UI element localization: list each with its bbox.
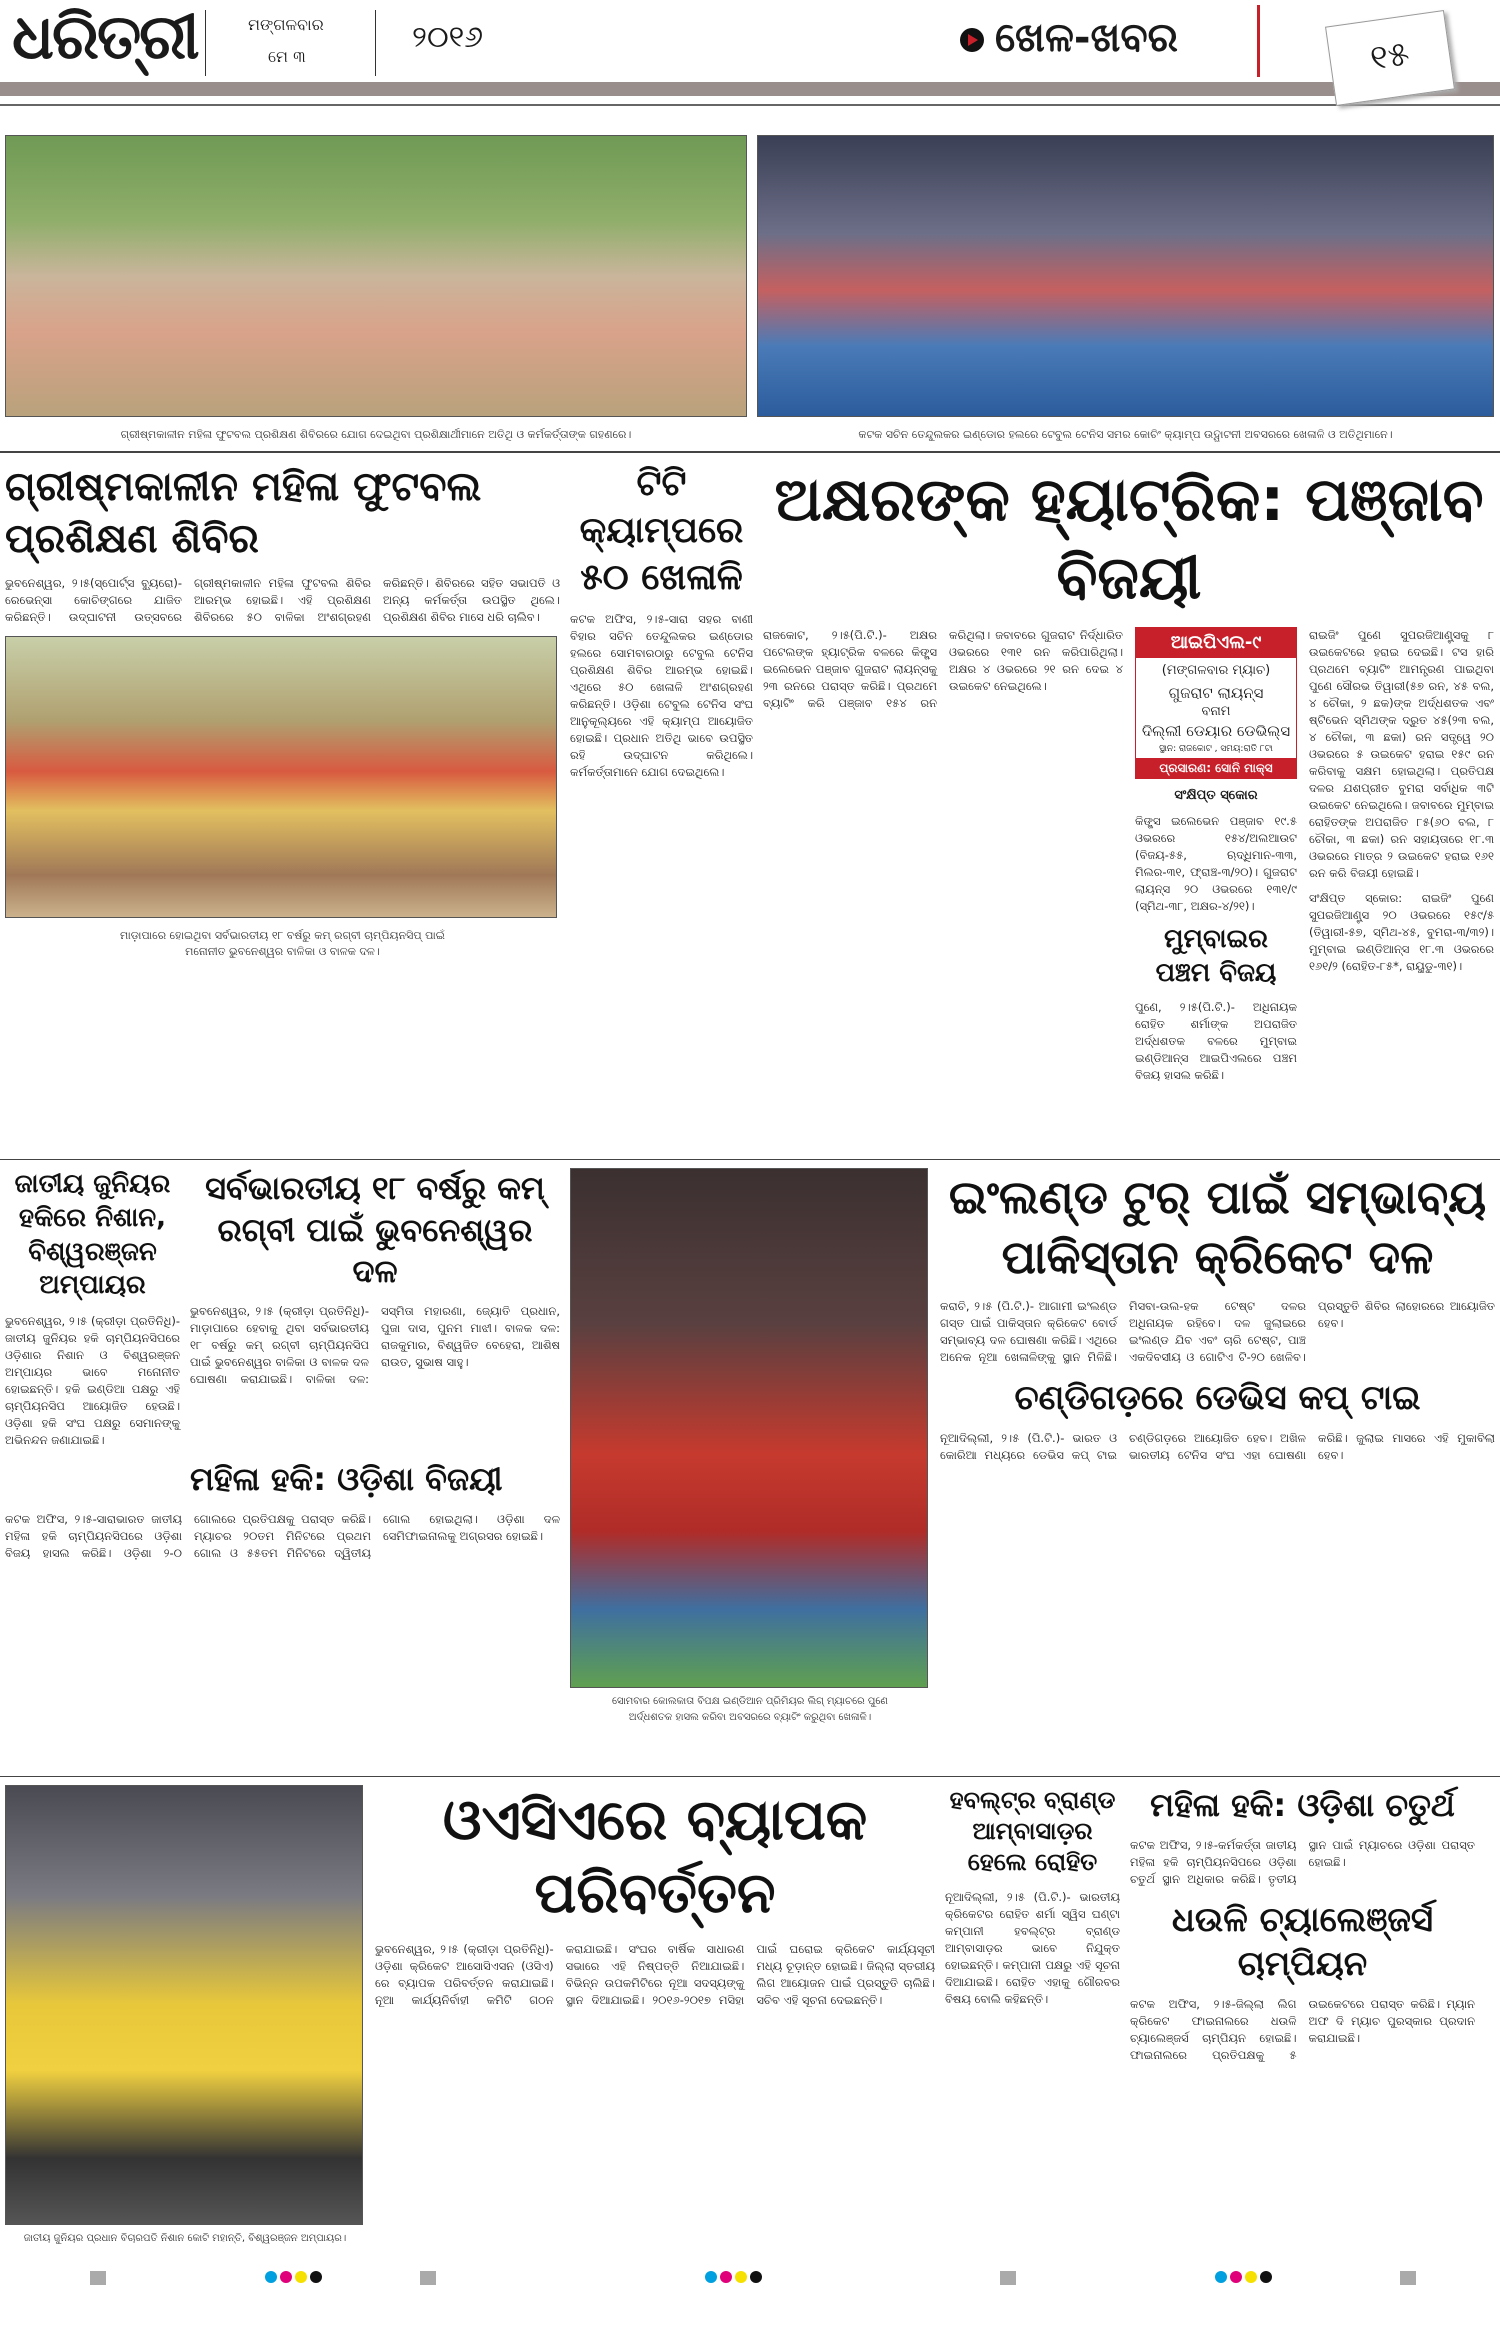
table-tennis-photo [757, 135, 1494, 417]
ipl-match-box [1135, 627, 1297, 779]
registration-mark [735, 2271, 747, 2283]
article-dhauli-challengers: କଟକ ଅଫିସ, ୨।୫-ଜିଲ୍ଲା ଲିଗ କ୍ରିକେଟ ଫାଇନାଲରେ ଧଉଳି ଚ୍ୟାଲେଞ୍ଜର୍ସ ଚାମ୍ପିୟନ ହୋଇଛି। ଫାଇନାଲରେ ପ୍ରତିପକ୍ଷକୁ ୫ ଉଇକେଟରେ ପରାସ୍ତ କରିଛି। ମ୍ୟାନ ଅଫ ଦି ମ୍ୟାଚ ପୁରସ୍କାର ପ୍ରଦାନ କରାଯାଇଛି। [1130, 1996, 1475, 2062]
registration-mark [1400, 2271, 1416, 2285]
headline-hublot: ହବଲ୍‌ଟ୍‌ର ବ୍ରାଣ୍ଡ ଆମ୍ବାସାଡ଼ର ହେଲେ ରୋହିତ [949, 1786, 1116, 1877]
headline-england-tour: ଇଂଲଣ୍ଡ ଟୁର୍ ପାଇଁ ସମ୍ଭାବ୍ୟ ପାକିସ୍ତାନ କ୍ରିକେଟ ଦଳ [948, 1170, 1487, 1284]
headline-women-hockey: ମହିଳା ହକି: ଓଡ଼ିଶା ବିଜୟୀ [190, 1460, 503, 1499]
section-title: ଖେଳ-ଖବର [995, 15, 1178, 61]
divider [205, 10, 206, 76]
registration-mark [1260, 2271, 1272, 2283]
headline-davis-cup: ଚଣ୍ଡିଗଡ଼ରେ ଡେଭିସ କପ୍ ଟାଇ [1014, 1377, 1421, 1418]
photo-caption: ମାଡ଼ାପାରେ ହୋଇଥିବା ସର୍ବଭାରତୀୟ ୧୮ ବର୍ଷରୁ କମ୍ ରଗ୍‌ବୀ ଚାମ୍ପିୟନସିପ୍ ପାଇଁ [120, 929, 445, 942]
article-england-tour: କରାଚି, ୨।୫ (ପି.ଟି.)- ଆଗାମୀ ଇଂଲଣ୍ଡ ଗସ୍ତ ପାଇଁ ପାକିସ୍ତାନ କ୍ରିକେଟ ବୋର୍ଡ ସମ୍ଭାବ୍ୟ ଦଳ ଘୋଷଣା କରିଛି। ଏଥିରେ ଅନେକ ନୂଆ ଖେଳାଳିଙ୍କୁ ସ୍ଥାନ ମିଳିଛି। ମିସବା-ଉଲ-ହକ ଟେଷ୍ଟ ଦଳର ଅଧିନାୟକ ରହିବେ। ଦଳ ଜୁଲାଇରେ ଇଂଲଣ୍ଡ ଯିବ ଏବଂ ଚାରି ଟେଷ୍ଟ, ପାଞ୍ଚ ଏକଦିବସୀୟ ଓ ଗୋଟିଏ ଟି-୨୦ ଖେଳିବ। ପ୍ରସ୍ତୁତି ଶିବିର ଲାହୋରରେ ଆୟୋଜିତ ହେବ। [940, 1298, 1495, 1364]
headline-mumbai: ମୁମ୍ବାଇର ପଞ୍ଚମ ବିଜୟ [1155, 924, 1277, 989]
article-mumbai: ପୁଣେ, ୨।୫(ପି.ଟି.)- ଅଧିନାୟକ ରୋହିତ ଶର୍ମାଙ୍କ ଅପରାଜିତ ଅର୍ଦ୍ଧଶତକ ବଳରେ ମୁମ୍ବାଇ ଇଣ୍ଡିଆନ୍ସ ଆଇପିଏଲରେ ପଞ୍ଚମ ବିଜୟ ହାସଲ କରିଛି। [1135, 999, 1297, 1082]
registration-mark [750, 2271, 762, 2283]
versus: ବନାମ [1201, 704, 1231, 720]
registration-mark [280, 2271, 292, 2283]
masthead-date: ମେ ୩ [268, 47, 306, 66]
venue: ସ୍ଥାନ: ରାଜକୋଟ , ସମୟ:ରାତି ୮ଟା [1159, 743, 1273, 754]
mumbai-scorecard: ସଂକ୍ଷିପ୍ତ ସ୍କୋର: ରାଇଜିଂ ପୁଣେ ସୁପରଜିଆଣ୍ଟ୍ସ ୨୦ ଓଭରରେ ୧୫୯/୫ (ତିୱାରୀ-୫୭, ସ୍ମିଥ-୪୫, ବୁମରା-୩/୩୨)। ମୁମ୍ବାଇ ଇଣ୍ଡିଆନ୍ସ ୧୮.୩ ଓଭରରେ ୧୬୧/୨ (ରୋହିତ-୮୫*, ରାୟୁଡୁ-୩୧)। [1309, 891, 1494, 973]
article-hublot: ନୂଆଦିଲ୍ଲୀ, ୨।୫ (ପି.ଟି.)- ଭାରତୀୟ କ୍ରିକେଟର ରୋହିତ ଶର୍ମା ସ୍ୱିସ ଘଣ୍ଟା କମ୍ପାନୀ ହବଲ୍‌ଟ୍‌ର ବ୍ରାଣ୍ଡ ଆମ୍ବାସାଡ଼ର ଭାବେ ନିଯୁକ୍ତ ହୋଇଛନ୍ତି। କମ୍ପାନୀ ପକ୍ଷରୁ ଏହି ସୂଚନା ଦିଆଯାଇଛି। ରୋହିତ ଏହାକୁ ଗୌରବର ବିଷୟ ବୋଲି କହିଛନ୍ତି। [945, 1889, 1120, 2006]
registration-mark [720, 2271, 732, 2283]
headline-punjab: ଅକ୍ଷରଙ୍କ ହ୍ୟାଟ୍ରିକ: ପଞ୍ଜାବ ବିଜୟୀ [774, 465, 1484, 613]
section-rule [0, 451, 1500, 453]
registration-mark [295, 2271, 307, 2283]
registration-marks [0, 2265, 1500, 2295]
registration-mark [1245, 2271, 1257, 2283]
red-divider [1257, 5, 1260, 77]
article-junior-hockey: ଭୁବନେଶ୍ୱର, ୨।୫ (କ୍ରୀଡ଼ା ପ୍ରତିନିଧି)- ଜାତୀୟ ଜୁନିୟର ହକି ଚାମ୍ପିୟନସିପରେ ଓଡ଼ିଶାର ନିଶାନ ଓ ବିଶ୍ୱରଞ୍ଜନ ଅମ୍ପାୟର ଭାବେ ମନୋନୀତ ହୋଇଛନ୍ତି। ହକି ଇଣ୍ଡିଆ ପକ୍ଷରୁ ଏହି ଚାମ୍ପିୟନସିପ ଆୟୋଜିତ ହେଉଛି। ଓଡ଼ିଶା ହକି ସଂଘ ପକ୍ଷରୁ ସେମାନଙ୍କୁ ଅଭିନନ୍ଦନ ଜଣାଯାଇଛି। [5, 1314, 180, 1448]
photo-caption: ଜାତୀୟ ଜୁନିୟର ପ୍ରଧାନ ବିଚାରପତି ନିଶାନ କୋଟି ମହାନ୍ତି, ବିଶ୍ୱରଞ୍ଜନ ଅମ୍ପାୟର। [23, 2233, 347, 2244]
article-women-hockey: କଟକ ଅଫିସ, ୨।୫-ସାରାଭାରତ ଜାତୀୟ ମହିଳା ହକି ଚାମ୍ପିୟନସିପରେ ଓଡ଼ିଶା ବିଜୟ ହାସଲ କରିଛି। ଓଡ଼ିଶା ୨-୦ ଗୋଲରେ ପ୍ରତିପକ୍ଷକୁ ପରାସ୍ତ କରିଛି। ମ୍ୟାଚର ୨୦ତମ ମିନିଟରେ ପ୍ରଥମ ଗୋଲ ଓ ୫୫ତମ ମିନିଟରେ ଦ୍ୱିତୀୟ ଗୋଲ ହୋଇଥିଲା। ଓଡ଼ିଶା ଦଳ ସେମିଫାଇନାଲକୁ ଅଗ୍ରସର ହୋଇଛି। [5, 1511, 560, 1560]
scorecard-body: କିଙ୍ଗ୍ସ ଇଲେଭେନ ପଞ୍ଜାବ ୧୯.୫ ଓଭରରେ ୧୫୪/ଅଲଆଉଟ (ବିଜୟ-୫୫, ଋଦ୍ଧିମାନ-୩୩, ମିଲର-୩୧, ଫ୍ରାଞ୍ଚ-୩/୨୦)। ଗୁଜରାଟ ଲାୟନ୍ସ ୨୦ ଓଭରରେ ୧୩୧/୯ (ସ୍ମିଥ-୩୮, ଅକ୍ଷର-୪/୨୧)। [1135, 814, 1297, 914]
team1: ଗୁଜରାଟ ଲାୟନ୍ସ [1168, 683, 1264, 702]
masthead-rule [0, 104, 1500, 106]
registration-mark [310, 2271, 322, 2283]
registration-mark [90, 2271, 106, 2285]
rugby-team-photo [5, 636, 557, 918]
divider [375, 10, 376, 76]
article-punjab-continued: ରାଇଜିଂ ପୁଣେ ସୁପରଜିଆଣ୍ଟ୍ସକୁ ୮ ଉଇକେଟରେ ହରାଇ ଦେଇଛି। ଟସ ହାରି ପ୍ରଥମେ ବ୍ୟାଟିଂ ଆମନ୍ତ୍ରଣ ପାଇଥିବା ପୁଣେ ସୌରଭ ତିୱାରୀ(୫୭ ରନ, ୪୫ ବଲ, ୪ ଚୌକା, ୨ ଛକ)ଙ୍କ ଅର୍ଦ୍ଧଶତକ ଏବଂ ଷ୍ଟିଭେନ ସ୍ମିଥଙ୍କ ଦ୍ରୁତ ୪୫(୨୩ ବଲ, ୪ ଚୌକା, ୩ ଛକା) ରନ ସତ୍ତ୍ୱେ ୨୦ ଓଭରରେ ୫ ଉଇକେଟ ହରାଇ ୧୫୯ ରନ କରିବାକୁ ସକ୍ଷମ ହୋଇଥିଲା। ପ୍ରତିପକ୍ଷ ଦଳର ଯଶପ୍ରୀତ ବୁମରା ସର୍ବାଧିକ ୩ଟି ଉଇକେଟ ନେଇଥିଲେ। ଜବାବରେ ମୁମ୍ବାଇ ରୋହିତଙ୍କ ଅପରାଜିତ ୮୫(୬୦ ବଲ, ୮ ଚୌକା, ୩ ଛକା) ରନ ସହାୟତାରେ ୧୮.୩ ଓଭରରେ ମାତ୍ର ୨ ଉଇକେଟ ହରାଇ ୧୬୧ ରନ କରି ବିଜୟୀ ହୋଇଛି। [1309, 628, 1494, 880]
masthead-day: ମଙ୍ଗଳବାର [248, 15, 324, 34]
article-women-hockey-4th: କଟକ ଅଫିସ, ୨।୫-କର୍ମକର୍ତ୍ତା ଜାତୀୟ ମହିଳା ହକି ଚାମ୍ପିୟନସିପରେ ଓଡ଼ିଶା ଚତୁର୍ଥ ସ୍ଥାନ ଅଧିକାର କରିଛି। ତୃତୀୟ ସ୍ଥାନ ପାଇଁ ମ୍ୟାଚରେ ଓଡ଼ିଶା ପରାସ୍ତ ହୋଇଛି। [1130, 1837, 1475, 1886]
newspaper-logo: ଧରିତ୍ରୀ [12, 0, 198, 73]
ipl-box-subtitle: (ମଙ୍ଗଳବାର ମ୍ୟାଚ) [1161, 663, 1271, 679]
article-punjab: ରାଜକୋଟ, ୨।୫(ପି.ଟି.)- ଅକ୍ଷର ପଟେଲଙ୍କ ହ୍ୟାଟ୍ରିକ ବଳରେ କିଙ୍ଗ୍ସ ଇଲେଭେନ ପଞ୍ଜାବ ଗୁଜରାଟ ଲାୟନ୍ସକୁ ୨୩ ରନରେ ପରାସ୍ତ କରିଛି। ପ୍ରଥମେ ବ୍ୟାଟିଂ କରି ପଞ୍ଜାବ ୧୫୪ ରନ କରିଥିଲା। ଜବାବରେ ଗୁଜରାଟ ନିର୍ଦ୍ଧାରିତ ଓଭରରେ ୧୩୧ ରନ କରିପାରିଥିଲା। ଅକ୍ଷର ୪ ଓଭରରେ ୨୧ ରନ ଦେଇ ୪ ଉଇକେଟ ନେଇଥିଲେ। [763, 628, 1123, 710]
play-bullet-icon [960, 28, 984, 52]
cricket-batsman-photo [570, 1168, 928, 1688]
registration-mark [705, 2271, 717, 2283]
photo-caption: ଅର୍ଦ୍ଧଶତକ ହାସଲ କରିବା ଅବସରରେ ବ୍ୟାଟିଂ କରୁଥିବା ଖେଳାଳି। [628, 1712, 872, 1723]
section-rule [0, 1159, 1500, 1160]
section-rule [0, 1776, 1500, 1777]
headline-oca: ଓଏସିଏରେ ବ୍ୟାପକ ପରିବର୍ତ୍ତନ [442, 1788, 868, 1926]
umpires-photo [5, 1785, 363, 2225]
broadcast: ପ୍ରସାରଣ: ସୋନି ମାକ୍ସ [1136, 758, 1296, 778]
photo-caption: କଟକ ସଚିନ ତେନ୍ଦୁଲକର ଇଣ୍ଡୋର ହଲରେ ଟେବୁଲ ଟେନିସ ସମର କୋଚିଂ କ୍ୟାମ୍ପ ଉଦ୍ଘାଟନୀ ଅବସରରେ ଖେଳାଳି ଓ ଅତିଥିମାନେ। [858, 428, 1393, 441]
team2: ଦିଲ୍ଲୀ ଡେୟାର ଡେଭିଲ୍ସ [1141, 721, 1291, 740]
registration-mark [420, 2271, 436, 2285]
headline-dhauli-challengers: ଧଉଳି ଚ୍ୟାଲେଞ୍ଜର୍ସ ଚାମ୍ପିୟନ [1171, 1899, 1434, 1984]
article-davis-cup: ନୂଆଦିଲ୍ଲୀ, ୨।୫ (ପି.ଟି.)- ଭାରତ ଓ କୋରିଆ ମଧ୍ୟରେ ଡେଭିସ କପ୍ ଟାଇ ଚଣ୍ଡିଗଡ଼ରେ ଆୟୋଜିତ ହେବ। ଅଖିଳ ଭାରତୀୟ ଟେନିସ ସଂଘ ଏହା ଘୋଷଣା କରିଛି। ଜୁଲାଇ ମାସରେ ଏହି ମୁକାବିଲା ହେବ। [940, 1430, 1495, 1462]
photo-caption: ଗ୍ରୀଷ୍ମକାଳୀନ ମହିଳା ଫୁଟବଲ ପ୍ରଶିକ୍ଷଣ ଶିବିରରେ ଯୋଗ ଦେଇଥିବା ପ୍ରଶିକ୍ଷାର୍ଥୀମାନେ ଅତିଥି ଓ କର୍ମକର୍ତ୍ତାଙ୍କ ଗହଣରେ। [120, 428, 632, 441]
photo-caption: ସୋମବାର କୋଲକାତା ବିପକ୍ଷ ଇଣ୍ଡିଆନ ପ୍ରିମିୟର ଲିଗ୍ ମ୍ୟାଚରେ ପୁଣେ [612, 1696, 888, 1707]
masthead-year: ୨୦୧୬ [412, 20, 484, 55]
article-rugby: ଭୁବନେଶ୍ୱର, ୨।୫ (କ୍ରୀଡ଼ା ପ୍ରତିନିଧି)- ମାଡ଼ାପାରେ ହେବାକୁ ଥିବା ସର୍ବଭାରତୀୟ ୧୮ ବର୍ଷରୁ କମ୍ ରଗ୍‌ବୀ ଚାମ୍ପିୟନସିପ ପାଇଁ ଭୁବନେଶ୍ୱର ବାଳିକା ଓ ବାଳକ ଦଳ ଘୋଷଣା କରାଯାଇଛି। ବାଳିକା ଦଳ: ସସ୍ମିତା ମହାରଣା, ଜ୍ୟୋତି ପ୍ରଧାନ, ପୁଜା ଦାସ, ପୁନମ ମାଝୀ। ବାଳକ ଦଳ: ରାଜକୁମାର, ବିଶ୍ୱଜିତ ବେହେରା, ଆଶିଷ ରାଉତ, ସୁଭାଷ ସାହୁ। [190, 1303, 560, 1386]
ipl-box-title: ଆଇପିଏଲ-୯ [1136, 628, 1296, 658]
page-number: ୧୫ [1325, 10, 1455, 106]
masthead [0, 0, 1500, 110]
photo-caption: ମନୋନୀତ ଭୁବନେଶ୍ୱର ବାଳିକା ଓ ବାଳକ ଦଳ। [185, 945, 380, 958]
article-football: ଭୁବନେଶ୍ୱର, ୨।୫(ସ୍ପୋର୍ଟ୍ସ ବ୍ୟୁରୋ)- ରେଭେନ୍ସା କୋଚିଙ୍ଗରେ ଯାଜିତ କରିଛନ୍ତି। ଉଦ୍‌ଘାଟନୀ ଉତ୍ସବରେ ଗ୍ରୀଷ୍ମକାଳୀନ ମହିଳା ଫୁଟବଲ ଶିବିର ଆରମ୍ଭ ହୋଇଛି। ଏହି ପ୍ରଶିକ୍ଷଣ ଶିବିରରେ ୫୦ ବାଳିକା ଅଂଶଗ୍ରହଣ କରିଛନ୍ତି। ଶିବିରରେ ସହିତ ସଭାପତି ଓ ଅନ୍ୟ କର୍ମକର୍ତ୍ତା ଉପସ୍ଥିତ ଥିଲେ। ପ୍ରଶିକ୍ଷଣ ଶିବିର ମାସେ ଧରି ଚାଲିବ। [5, 576, 560, 624]
registration-mark [1215, 2271, 1227, 2283]
registration-mark [1000, 2271, 1016, 2285]
headline-rugby: ସର୍ବଭାରତୀୟ ୧୮ ବର୍ଷରୁ କମ୍ ରଗ୍‌ବୀ ପାଇଁ ଭୁବନେଶ୍ୱର ଦଳ [205, 1169, 545, 1291]
headline-football: ଗ୍ରୀଷ୍ମକାଳୀନ ମହିଳା ଫୁଟବଲ ପ୍ରଶିକ୍ଷଣ ଶିବିର [5, 464, 482, 562]
headline-women-hockey-4th: ମହିଳା ହକି: ଓଡ଼ିଶା ଚତୁର୍ଥ [1150, 1786, 1455, 1824]
masthead-band [0, 82, 1500, 96]
headline-tt: ଟିଟି କ୍ୟାମ୍ପରେ ୫୦ ଖେଳାଳି [579, 463, 744, 598]
registration-mark [265, 2271, 277, 2283]
registration-mark [1230, 2271, 1242, 2283]
football-camp-photo [5, 135, 747, 417]
scorecard-title: ସଂକ୍ଷିପ୍ତ ସ୍କୋର [1174, 788, 1258, 804]
article-oca: ଭୁବନେଶ୍ୱର, ୨।୫ (କ୍ରୀଡ଼ା ପ୍ରତିନିଧି)- ଓଡ଼ିଶା କ୍ରିକେଟ ଆସୋସିଏସନ (ଓସିଏ) ରେ ବ୍ୟାପକ ପରିବର୍ତ୍ତନ କରାଯାଇଛି। ନୂଆ କାର୍ଯ୍ୟନିର୍ବାହୀ କମିଟି ଗଠନ କରାଯାଇଛି। ସଂଘର ବାର୍ଷିକ ସାଧାରଣ ସଭାରେ ଏହି ନିଷ୍ପତ୍ତି ନିଆଯାଇଛି। ବିଭିନ୍ନ ଉପକମିଟିରେ ନୂଆ ସଦସ୍ୟଙ୍କୁ ସ୍ଥାନ ଦିଆଯାଇଛି। ୨୦୧୬-୨୦୧୭ ମସିହା ପାଇଁ ଘରୋଇ କ୍ରିକେଟ କାର୍ଯ୍ୟସୂଚୀ ମଧ୍ୟ ଚୂଡ଼ାନ୍ତ ହୋଇଛି। ଜିଲ୍ଲା ସ୍ତରୀୟ ଲିଗ ଆୟୋଜନ ପାଇଁ ପ୍ରସ୍ତୁତି ଚାଲିଛି। ସଚିବ ଏହି ସୂଚନା ଦେଇଛନ୍ତି। [375, 1941, 935, 2007]
headline-junior-hockey: ଜାତୀୟ ଜୁନିୟର ହକିରେ ନିଶାନ, ବିଶ୍ୱରଞ୍ଜନ ଅମ୍ପାୟର [14, 1169, 171, 1301]
article-tt: କଟକ ଅଫିସ, ୨।୫-ସାରା ସହର ବାଣୀ ବିହାର ସଚିନ ତେନ୍ଦୁଲକର ଇଣ୍ଡୋର ହଲରେ ସୋମବାରଠାରୁ ଟେବୁଲ ଟେନିସ ପ୍ରଶିକ୍ଷଣ ଶିବିର ଆରମ୍ଭ ହୋଇଛି। ଏଥିରେ ୫୦ ଖେଳାଳି ଅଂଶଗ୍ରହଣ କରିଛନ୍ତି। ଓଡ଼ିଶା ଟେବୁଲ ଟେନିସ ସଂଘ ଆନୁକୂଲ୍ୟରେ ଏହି କ୍ୟାମ୍ପ ଆୟୋଜିତ ହୋଇଛି। ପ୍ରଧାନ ଅତିଥି ଭାବେ ଉପସ୍ଥିତ ରହି ଉଦ୍‌ଘାଟନ କରିଥିଲେ। କର୍ମକର୍ତ୍ତାମାନେ ଯୋଗ ଦେଇଥିଲେ। [570, 612, 753, 780]
